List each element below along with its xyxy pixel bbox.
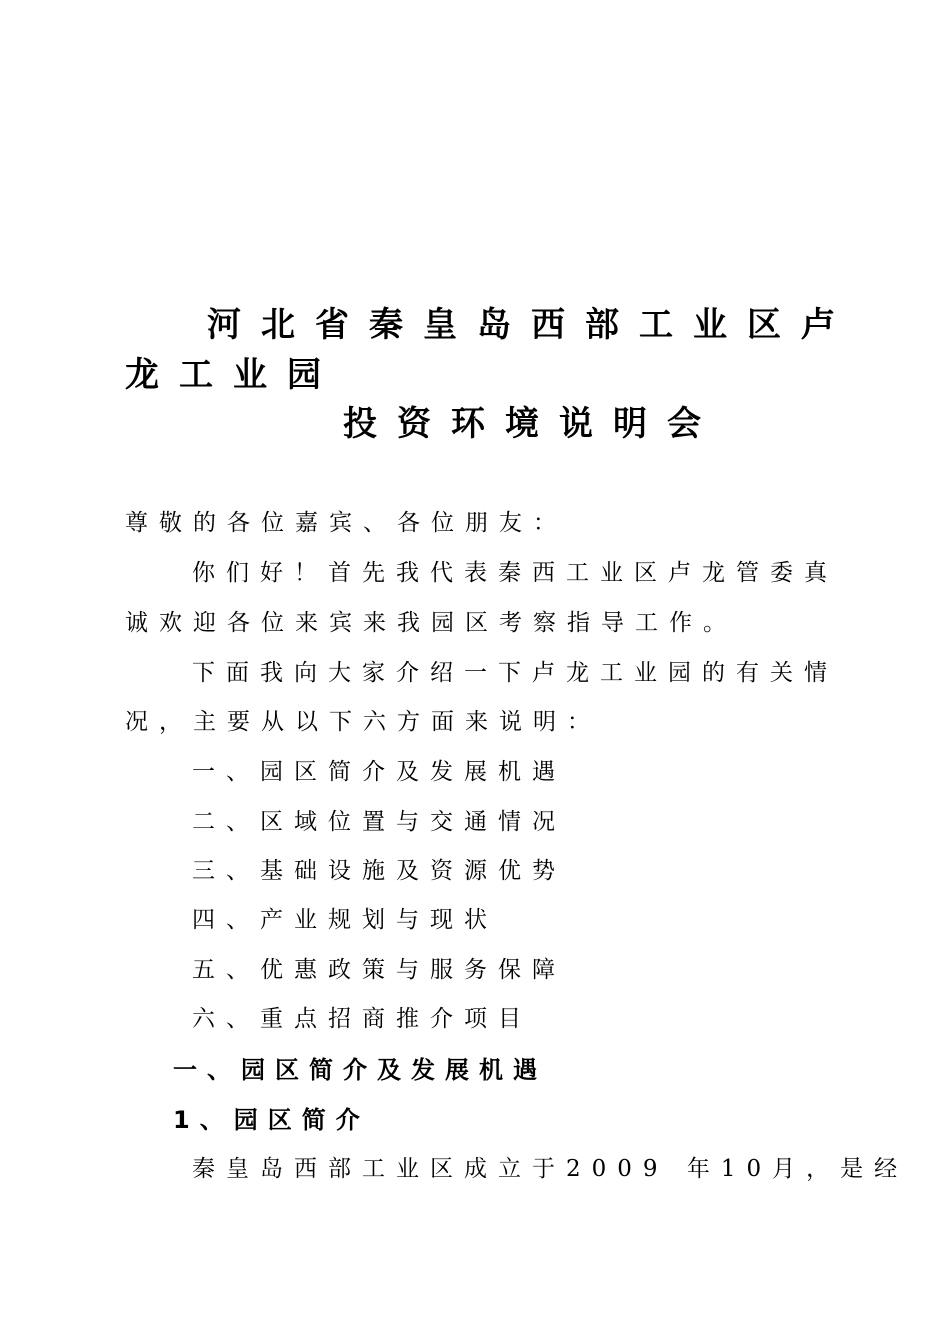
outline-item: 一、园区简介及发展机遇 — [192, 759, 566, 785]
subsection-heading: 1、园区简介 — [173, 1106, 370, 1134]
title-line-2: 龙工业园 — [125, 355, 341, 395]
salutation: 尊敬的各位嘉宾、各位朋友： — [125, 510, 567, 536]
outline-item: 二、区域位置与交通情况 — [192, 809, 566, 835]
paragraph-1-line-2: 诚欢迎各位来宾来我园区考察指导工作。 — [125, 610, 737, 636]
paragraph-2-line-1: 下面我向大家介绍一下卢龙工业园的有关情 — [192, 660, 838, 686]
outline-item: 四、产业规划与现状 — [192, 907, 498, 933]
paragraph-1-line-1: 你们好！首先我代表秦西工业区卢龙管委真 — [192, 560, 838, 586]
section-heading: 一、园区简介及发展机遇 — [173, 1056, 547, 1084]
paragraph-3-line-1: 秦皇岛西部工业区成立于2009 年10月，是经 — [192, 1156, 909, 1182]
title-line-3: 投资环境说明会 — [343, 404, 721, 444]
title-line-1: 河北省秦皇岛西部工业区卢 — [207, 305, 855, 345]
outline-item: 五、优惠政策与服务保障 — [192, 957, 566, 983]
outline-item: 三、基础设施及资源优势 — [192, 858, 566, 884]
paragraph-2-line-2: 况，主要从以下六方面来说明： — [125, 709, 601, 735]
outline-item: 六、重点招商推介项目 — [192, 1006, 532, 1032]
